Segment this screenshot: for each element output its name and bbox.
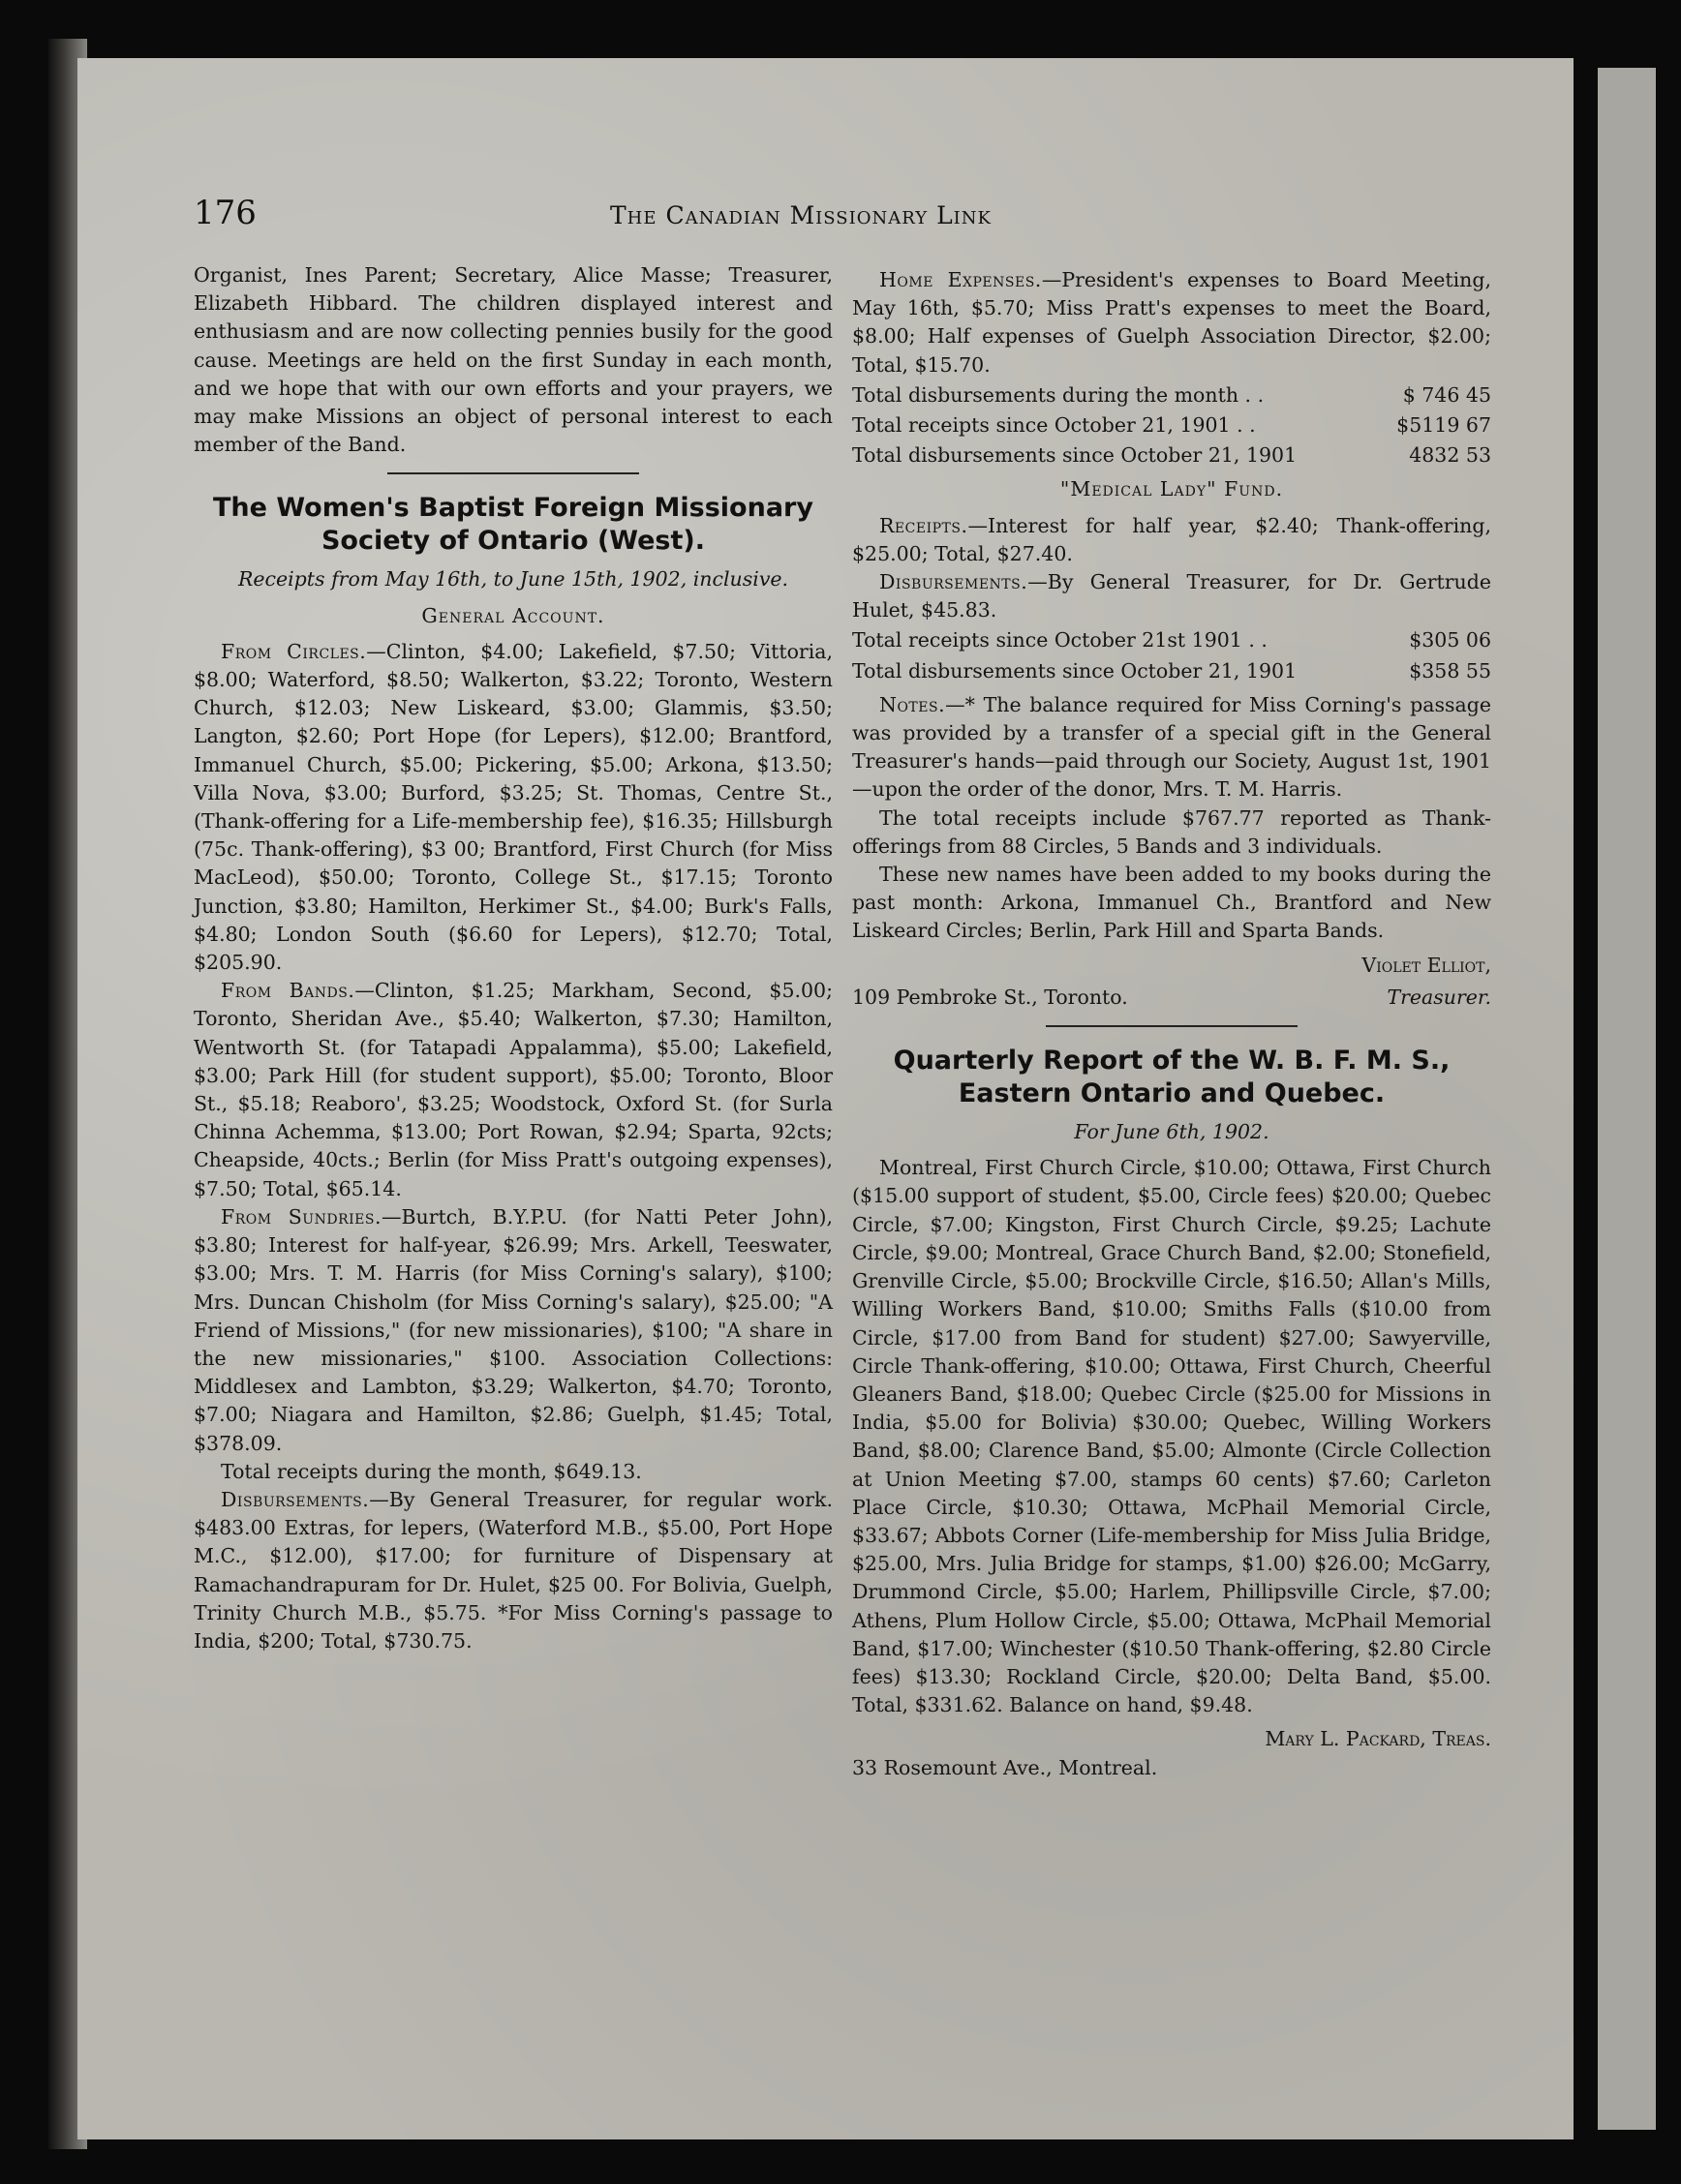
ledger-row [852,626,1491,654]
total-note-paragraph: The total receipts include $767.77 reported as Thank-offerings from 88 Circles, 5 Bands and 3 individuals. [852,805,1491,858]
quarterly-heading: Quarterly Report of the W. B. F. M. S., Eastern Ontario and Quebec. [893,1046,1451,1109]
section-divider [387,472,639,474]
disbursements-text: —By General Treasurer, for regular work. $483.00 Extras, for lepers, (Waterford M.B., $5.00, Port Hope M.C., $12.00), $17.00; for furniture of Dispensary at Ramachandrapuram for Dr. Hulet, $25 00. For Bolivia, Guelph, Trinity Church M.B., $5.75. *For Miss Corning's passage to India, $200; Total, $730.75. [194,1487,833,1653]
disbursements-label: Disbursements. [221,1487,370,1511]
right-column [852,266,1491,1782]
page-gutter [1574,58,1593,2139]
ledger-label: Total receipts since October 21st 1901 . . [852,628,1268,652]
ledger-row [852,411,1491,440]
sundries-label: From Sundries. [221,1204,382,1228]
quarterly-address: 33 Rosemount Ave., Montreal. [852,1755,1158,1779]
medical-receipts-label: Receipts. [879,513,968,537]
ledger-amount: $5119 67 [1396,413,1491,438]
quarterly-signature: Mary L. Packard, Treas. [1265,1727,1491,1751]
ledger-amount: $ 746 45 [1402,382,1491,407]
sundries-paragraph [194,1203,833,1458]
quarterly-dateline: For June 6th, 1902. [1074,1120,1269,1144]
treasurer-address: 109 Pembroke St., Toronto. [852,985,1128,1009]
ledger-amount: $305 06 [1409,628,1491,652]
medical-disbursements-label: Disbursements. [879,570,1028,594]
home-expenses-label: Home Expenses. [879,268,1042,291]
medical-receipts-paragraph [852,512,1491,568]
running-header [194,194,1511,242]
ledger-label: Total disbursements during the month . . [852,382,1265,407]
section-heading: The Women's Baptist Foreign Missionary Society of Ontario (West). [213,493,813,557]
general-ledger [852,381,1491,470]
ledger-label: Total disbursements since October 21, 1901 [852,443,1298,468]
page-number: 176 [194,194,257,232]
intro-paragraph: Organist, Ines Parent; Secretary, Alice Masse; Treasurer, Elizabeth Hibbard. The children displayed interest and enthusiasm and are now collecting pennies busily for the good cause. Meetings are held on the first Sunday in each month, and we hope that with our own efforts and your prayers, we may make Missions an object of personal interest to each member of the Band. [194,263,833,457]
section-divider [1046,1025,1298,1027]
disbursements-paragraph [194,1486,833,1655]
bands-paragraph [194,977,833,1203]
quarterly-report-text: Montreal, First Church Circle, $10.00; Ottawa, First Church ($15.00 support of student, $5.00, Circle fees) $20.00; Quebec Circle, $7.00; Kingston, First Church Circle, $9.25; Lachute Circle, $9.00; Montreal, Grace Church Band, $2.00; Stonefield, Grenville Circle, $5.00; Brockville Circle, $16.50; Allan's Mills, Willing Workers Band, $10.00; Smiths Falls ($10.00 from Circle, $17.00 from Band for student) $27.00; Sawyerville, Circle Thank-offering, $10.00; Ottawa, First Church, Cheerful Gleaners Band, $18.00; Quebec Circle ($25.00 for Missions in India, $5.00 for Bolivia) $30.00; Quebec, Willing Workers Band, $8.00; Clarence Band, $5.00; Almonte (Circle Collection at Union Meeting $7.00, stamps 60 cents) $7.60; Carleton Place Circle, $10.30; Ottawa, McPhail Memorial Circle, $33.67; Abbots Corner (Life-membership for Miss Julia Bridge, $25.00, Mrs. Julia Bridge for stamps, $1.00) $26.00; McGarry, Drummond Circle, $5.00; Harlem, Phillipsville Circle, $7.00; Athens, Plum Hollow Circle, $5.00; Ottawa, McPhail Memorial Band, $17.00; Winchester ($10.50 Thank-offering, $2.80 Circle fees) $13.30; Rockland Circle, $20.00; Delta Band, $5.00. Total, $331.62. Balance on hand, $9.48. [852,1156,1491,1717]
treasurer-signature: Violet Elliot, [1361,953,1491,977]
new-names-paragraph: These new names have been added to my books during the past month: Arkona, Immanuel Ch., Brantford and New Liskeard Circles; Berlin, Park Hill and Sparta Bands. [852,863,1491,943]
medical-receipts-text: —Interest for half year, $2.40; Thank-offering, $25.00; Total, $27.40. [852,513,1491,565]
ledger-row [852,381,1491,410]
medical-disbursements-paragraph [852,568,1491,624]
adjacent-page-edge [1598,68,1656,2130]
ledger-row [852,657,1491,685]
circles-paragraph [194,638,833,977]
notes-paragraph [852,691,1491,804]
receipts-dateline: Receipts from May 16th, to June 15th, 1902, inclusive. [237,567,789,592]
journal-title: The Canadian Missionary Link [610,201,992,229]
ledger-amount: $358 55 [1409,658,1491,682]
bands-label: From Bands. [221,979,355,1003]
home-expenses-text: —President's expenses to Board Meeting, May 16th, $5.70; Miss Pratt's expenses to meet the Board, $8.00; Half expenses of Guelph Association Director, $2.00; Total, $15.70. [852,268,1491,377]
signature-line [852,984,1491,1012]
ledger-amount: 4832 53 [1409,443,1491,468]
ledger-row [852,441,1491,470]
sundries-text: —Burtch, B.Y.P.U. (for Natti Peter John), $3.80; Interest for half-year, $26.99; Mrs. Arkell, Teeswater, $3.00; Mrs. T. M. Harris (for Miss Corning's salary), $100; Mrs. Duncan Chisholm (for Miss Corning's salary), $25.00; "A Friend of Missions," (for new missionaries), $100; "A share in the new missionaries," $100. Association Collections: Middlesex and Lambton, $3.29; Walkerton, $4.70; Toronto, $7.00; Niagara and Hamilton, $2.86; Guelph, $1.45; Total, $378.09. [194,1204,834,1455]
medical-ledger [852,626,1491,684]
ledger-label: Total receipts since October 21, 1901 . . [852,413,1256,438]
account-subheading: General Account. [421,603,605,627]
ledger-label: Total disbursements since October 21, 1901 [852,658,1298,682]
medical-fund-heading: "Medical Lady" Fund. [1059,477,1284,501]
home-expenses-paragraph [852,266,1491,379]
treasurer-title: Treasurer. [1387,985,1491,1009]
notes-text: —* The balance required for Miss Corning's passage was provided by a transfer of a special gift in the General Treasurer's hands—paid through our Society, August 1st, 1901—upon the order of the donor, Mrs. T. M. Harris. [852,692,1491,802]
medical-disbursements-text: —By General Treasurer, for Dr. Gertrude Hulet, $45.83. [852,570,1491,622]
circles-label: From Circles. [221,639,367,663]
circles-text: —Clinton, $4.00; Lakefield, $7.50; Vittoria, $8.00; Waterford, $8.50; Walkerton, $3.22; Toronto, Western Church, $12.03; New Liskeard, $3.00; Glammis, $3.50; Langton, $2.60; Port Hope (for Lepers), $12.00; Brantford, Immanuel Church, $5.00; Pickering, $5.00; Arkona, $13.50; Villa Nova, $3.00; Burford, $3.25; St. Thomas, Centre St., (Thank-offering for a Life-membership fee), $16.35; Hillsburgh (75c. Thank-offering), $3 00; Brantford, First Church (for Miss MacLeod), $50.00; Toronto, College St., $17.15; Toronto Junction, $3.80; Hamilton, Herkimer St., $4.00; Burk's Falls, $4.80; London South ($6.60 for Lepers), $12.70; Total, $205.90. [194,639,834,975]
bands-text: —Clinton, $1.25; Markham, Second, $5.00; Toronto, Sheridan Ave., $5.40; Walkerton, $7.30; Hamilton, Wentworth St. (for Tatapadi Appalamma), $5.00; Lakefield, $3.00; Park Hill (for student support), $5.00; Toronto, Bloor St., $5.18; Reaboro', $3.25; Woodstock, Oxford St. (for Surla Chinna Achemma, $13.00; Port Rowan, $2.94; Sparta, 92cts; Cheapside, 40cts.; Berlin (for Miss Pratt's outgoing expenses), $7.50; Total, $65.14. [194,979,833,1200]
left-column [194,261,833,1655]
total-receipts-line: Total receipts during the month, $649.13. [221,1459,642,1483]
notes-label: Notes. [879,692,946,716]
